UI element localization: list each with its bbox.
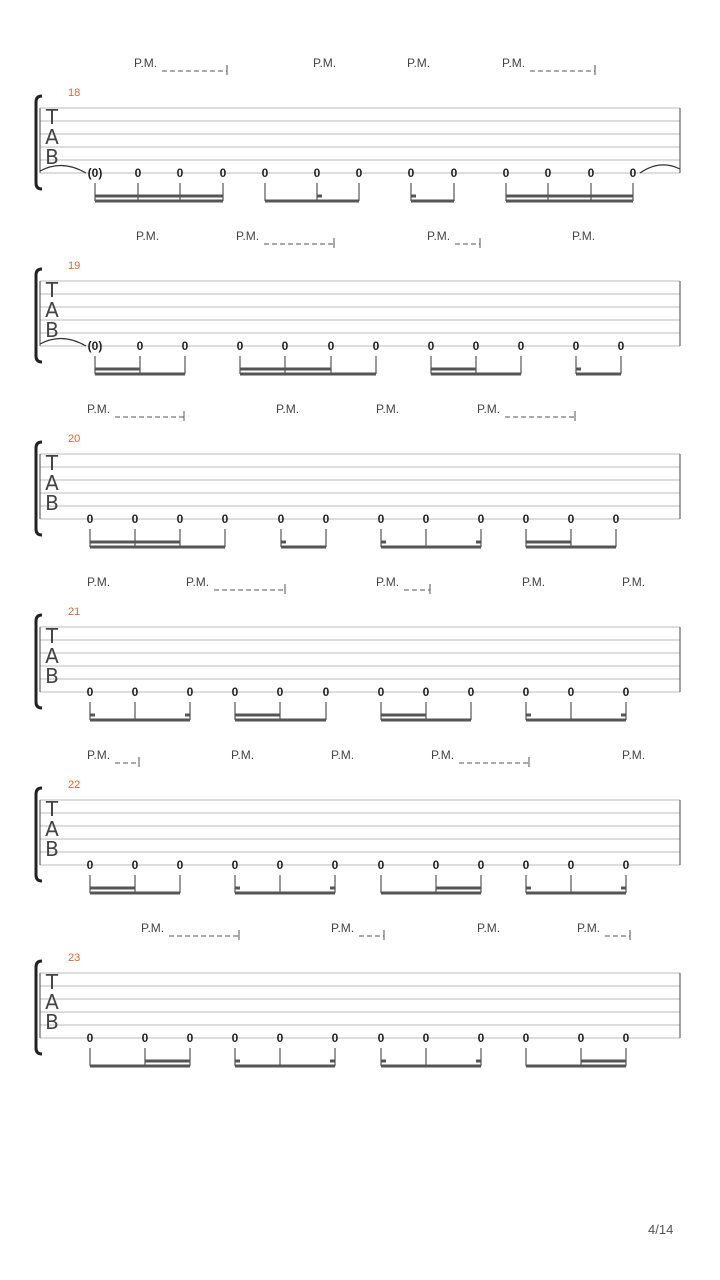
measure-number: 23 [68, 952, 81, 964]
tab-clef-letter: A [45, 644, 59, 668]
fret-number: 0 [422, 512, 430, 526]
system-bracket [36, 442, 42, 535]
palm-mute-label: P.M. [141, 921, 165, 935]
page-number: 4/14 [648, 1222, 674, 1237]
tab-clef-letter: T [45, 105, 59, 129]
system-bracket [36, 961, 42, 1054]
fret-number: 0 [134, 166, 142, 180]
palm-mute-label: P.M. [331, 748, 355, 762]
fret-number: 0 [141, 1031, 149, 1045]
fret-number: 0 [587, 166, 595, 180]
fret-number: 0 [377, 1031, 385, 1045]
tab-system-18 [36, 56, 680, 201]
fret-number: 0 [622, 685, 630, 699]
measure-number: 19 [68, 260, 81, 272]
palm-mute-label: P.M. [186, 575, 210, 589]
fret-number: 0 [231, 1031, 239, 1045]
fret-number: 0 [377, 685, 385, 699]
fret-number: 0 [377, 858, 385, 872]
fret-number: 0 [544, 166, 552, 180]
tab-system-19 [36, 229, 680, 374]
fret-number: 0 [422, 685, 430, 699]
tab-system-22 [36, 748, 680, 893]
fret-number: 0 [567, 512, 575, 526]
tab-system-21 [36, 575, 680, 720]
palm-mute-label: P.M. [87, 748, 111, 762]
fret-number: 0 [131, 512, 139, 526]
fret-number: 0 [186, 1031, 194, 1045]
system-bracket [36, 269, 42, 362]
fret-number: 0 [231, 685, 239, 699]
palm-mute-label: P.M. [331, 921, 355, 935]
fret-number: 0 [517, 339, 525, 353]
fret-number: 0 [477, 858, 485, 872]
tab-clef-letter: A [45, 817, 59, 841]
fret-number: 0 [477, 1031, 485, 1045]
palm-mute-label: P.M. [134, 56, 158, 70]
fret-number: 0 [617, 339, 625, 353]
fret-number: 0 [472, 339, 480, 353]
fret-number: 0 [372, 339, 380, 353]
fret-number: 0 [186, 685, 194, 699]
system-bracket [36, 96, 42, 189]
fret-number: 0 [377, 512, 385, 526]
palm-mute-label: P.M. [522, 575, 546, 589]
tab-clef-letter: B [45, 318, 59, 342]
fret-number: 0 [219, 166, 227, 180]
palm-mute-label: P.M. [477, 921, 501, 935]
tab-clef-letter: B [45, 1010, 59, 1034]
tab-clef-letter: T [45, 624, 59, 648]
palm-mute-label: P.M. [313, 56, 337, 70]
palm-mute-label: P.M. [276, 402, 300, 416]
palm-mute-label: P.M. [622, 748, 646, 762]
fret-number: 0 [572, 339, 580, 353]
palm-mute-label: P.M. [431, 748, 455, 762]
fret-number: 0 [131, 685, 139, 699]
palm-mute-label: P.M. [407, 56, 431, 70]
fret-number: 0 [181, 339, 189, 353]
palm-mute-label: P.M. [87, 575, 111, 589]
tab-clef-letter: T [45, 797, 59, 821]
tab-clef-letter: B [45, 491, 59, 515]
tab-clef-letter: B [45, 664, 59, 688]
fret-number: 0 [331, 1031, 339, 1045]
tab-clef-letter: A [45, 125, 59, 149]
fret-number: 0 [450, 166, 458, 180]
fret-number: 0 [331, 858, 339, 872]
fret-number: 0 [432, 858, 440, 872]
fret-number: 0 [176, 512, 184, 526]
fret-number: (0) [87, 339, 103, 353]
fret-number: 0 [577, 1031, 585, 1045]
palm-mute-label: P.M. [502, 56, 526, 70]
fret-number: 0 [522, 1031, 530, 1045]
tab-clef-letter: A [45, 990, 59, 1014]
measure-number: 18 [68, 87, 81, 99]
tie-arc-out [640, 165, 680, 173]
fret-number: 0 [612, 512, 620, 526]
fret-number: 0 [522, 685, 530, 699]
fret-number: 0 [427, 339, 435, 353]
tab-clef-letter: B [45, 837, 59, 861]
fret-number: 0 [86, 858, 94, 872]
fret-number: 0 [136, 339, 144, 353]
fret-number: 0 [502, 166, 510, 180]
fret-number: 0 [86, 1031, 94, 1045]
fret-number: 0 [176, 858, 184, 872]
tab-clef-letter: B [45, 145, 59, 169]
measure-number: 22 [68, 779, 81, 791]
fret-number: (0) [87, 166, 103, 180]
fret-number: 0 [522, 858, 530, 872]
fret-number: 0 [622, 1031, 630, 1045]
fret-number: 0 [261, 166, 269, 180]
fret-number: 0 [231, 858, 239, 872]
fret-number: 0 [407, 166, 415, 180]
fret-number: 0 [322, 685, 330, 699]
fret-number: 0 [131, 858, 139, 872]
fret-number: 0 [276, 1031, 284, 1045]
tab-clef-letter: A [45, 298, 59, 322]
palm-mute-label: P.M. [376, 402, 400, 416]
fret-number: 0 [221, 512, 229, 526]
fret-number: 0 [313, 166, 321, 180]
fret-number: 0 [477, 512, 485, 526]
fret-number: 0 [355, 166, 363, 180]
fret-number: 0 [176, 166, 184, 180]
system-bracket [36, 615, 42, 708]
fret-number: 0 [281, 339, 289, 353]
palm-mute-label: P.M. [236, 229, 260, 243]
fret-number: 0 [86, 685, 94, 699]
measure-number: 20 [68, 433, 81, 445]
palm-mute-label: P.M. [477, 402, 501, 416]
fret-number: 0 [467, 685, 475, 699]
palm-mute-label: P.M. [376, 575, 400, 589]
palm-mute-label: P.M. [87, 402, 111, 416]
fret-number: 0 [327, 339, 335, 353]
fret-number: 0 [322, 512, 330, 526]
tab-clef-letter: T [45, 970, 59, 994]
fret-number: 0 [622, 858, 630, 872]
fret-number: 0 [629, 166, 637, 180]
fret-number: 0 [236, 339, 244, 353]
tab-clef-letter: A [45, 471, 59, 495]
measure-number: 21 [68, 606, 81, 618]
tab-system-20 [36, 402, 680, 547]
fret-number: 0 [86, 512, 94, 526]
palm-mute-label: P.M. [577, 921, 601, 935]
tab-clef-letter: T [45, 278, 59, 302]
palm-mute-label: P.M. [622, 575, 646, 589]
palm-mute-label: P.M. [231, 748, 255, 762]
system-bracket [36, 788, 42, 881]
fret-number: 0 [567, 685, 575, 699]
tab-system-23 [36, 921, 680, 1066]
palm-mute-label: P.M. [136, 229, 160, 243]
fret-number: 0 [522, 512, 530, 526]
fret-number: 0 [567, 858, 575, 872]
fret-number: 0 [276, 685, 284, 699]
fret-number: 0 [276, 858, 284, 872]
fret-number: 0 [422, 1031, 430, 1045]
fret-number: 0 [277, 512, 285, 526]
palm-mute-label: P.M. [427, 229, 451, 243]
palm-mute-label: P.M. [572, 229, 596, 243]
tab-clef-letter: T [45, 451, 59, 475]
